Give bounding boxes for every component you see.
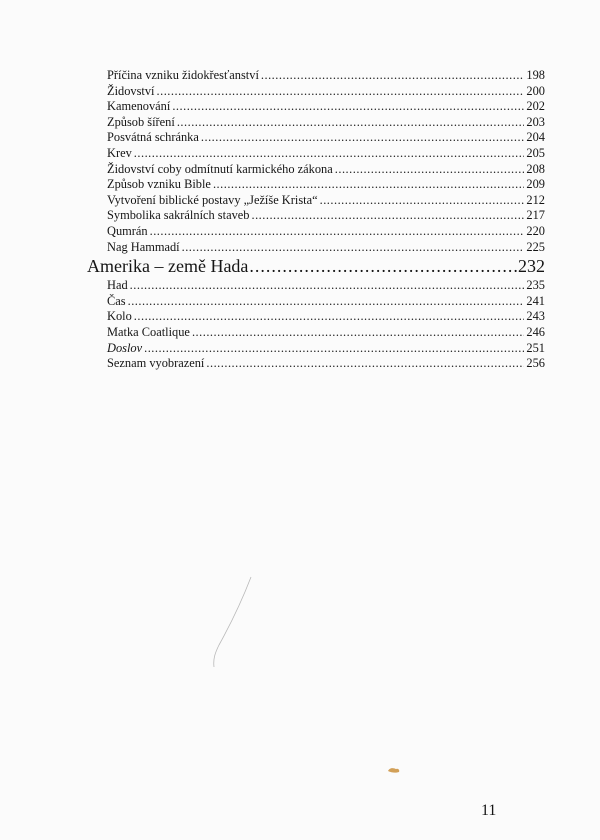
toc-entry-page: 243 [526,309,545,324]
toc-entry-title: Posvátná schránka [107,130,199,145]
toc-entry-title: Kamenování [107,99,171,114]
dot-leader [192,325,524,341]
toc-entry [107,146,545,162]
dot-leader [177,115,525,131]
toc-entry-title: Seznam vyobrazení [107,356,205,371]
toc-entry-page: 202 [526,99,545,114]
toc-entry [107,294,545,310]
dot-leader [134,146,525,162]
toc-entry-page: 256 [526,356,545,371]
dot-leader [249,255,517,278]
toc-entry [107,208,545,224]
toc-entry [107,130,545,146]
toc-entry-page: 235 [526,278,545,293]
dot-leader [213,177,524,193]
dot-leader [320,193,525,209]
toc-chapter-heading [87,255,545,278]
dot-leader [182,240,525,256]
toc-entry [107,278,545,294]
toc-entry [107,68,545,84]
dot-leader [144,341,524,357]
toc-entry [107,341,545,357]
toc-entry-page: 205 [526,145,545,160]
toc-entry-page: 209 [526,177,545,192]
toc-entry [107,325,545,341]
toc-entry-page: 225 [526,239,545,254]
toc-entry-page: 220 [526,223,545,238]
page-number: 11 [481,802,497,819]
toc-entry-title: Had [107,278,128,293]
pencil-mark [205,575,255,670]
toc-entry [107,177,545,193]
toc-entry-title: Židovství coby odmítnutí karmického zákona [107,161,333,176]
toc-entry-title: Židovství [107,83,155,98]
dot-leader [251,208,524,224]
toc-entry-title: Způsob šíření [107,114,175,129]
toc-entry-title: Doslov [107,340,143,355]
dot-leader [201,130,525,146]
dot-leader [206,356,524,372]
toc-entry-title: Krev [107,145,132,160]
toc-entry [107,162,545,178]
toc-entry [107,99,545,115]
ink-stain [387,766,401,774]
toc-chapter-title: Amerika – země Hada [87,256,249,277]
toc-entry-page: 217 [526,208,545,223]
toc-entry-title: Čas [107,293,126,308]
dot-leader [172,99,524,115]
toc-entry-page: 203 [526,114,545,129]
toc-entry [107,193,545,209]
toc-entry-page: 212 [526,192,545,207]
toc-entry-title: Nag Hammadí [107,239,180,254]
dot-leader [150,224,525,240]
toc-entry-page: 200 [526,83,545,98]
toc-entry-title: Matka Coatlique [107,324,190,339]
toc-entry [107,356,545,372]
toc-entry [107,84,545,100]
dot-leader [335,162,525,178]
table-of-contents [87,68,545,372]
toc-chapter-page: 232 [518,256,545,277]
dot-leader [157,84,525,100]
toc-entry-page: 208 [526,161,545,176]
dot-leader [134,309,525,325]
toc-entry-page: 251 [526,340,545,355]
dot-leader [130,278,525,294]
toc-entry [107,224,545,240]
toc-entry [107,240,545,256]
toc-entry [107,115,545,131]
toc-entry-page: 198 [526,68,545,82]
toc-entry-page: 246 [526,324,545,339]
toc-entry-title: Symbolika sakrálních staveb [107,208,250,223]
toc-entry-page: 241 [526,293,545,308]
dot-leader [128,294,525,310]
toc-entry-title: Vytvoření biblické postavy „Ježíše Krista“ [107,192,318,207]
toc-entry-page: 204 [526,130,545,145]
toc-entry-title: Příčina vzniku židokřesťanství [107,68,259,82]
toc-entry-title: Způsob vzniku Bible [107,177,211,192]
dot-leader [261,68,525,84]
toc-entry-title: Qumrán [107,223,148,238]
toc-entry-title: Kolo [107,309,132,324]
toc-entry [107,309,545,325]
